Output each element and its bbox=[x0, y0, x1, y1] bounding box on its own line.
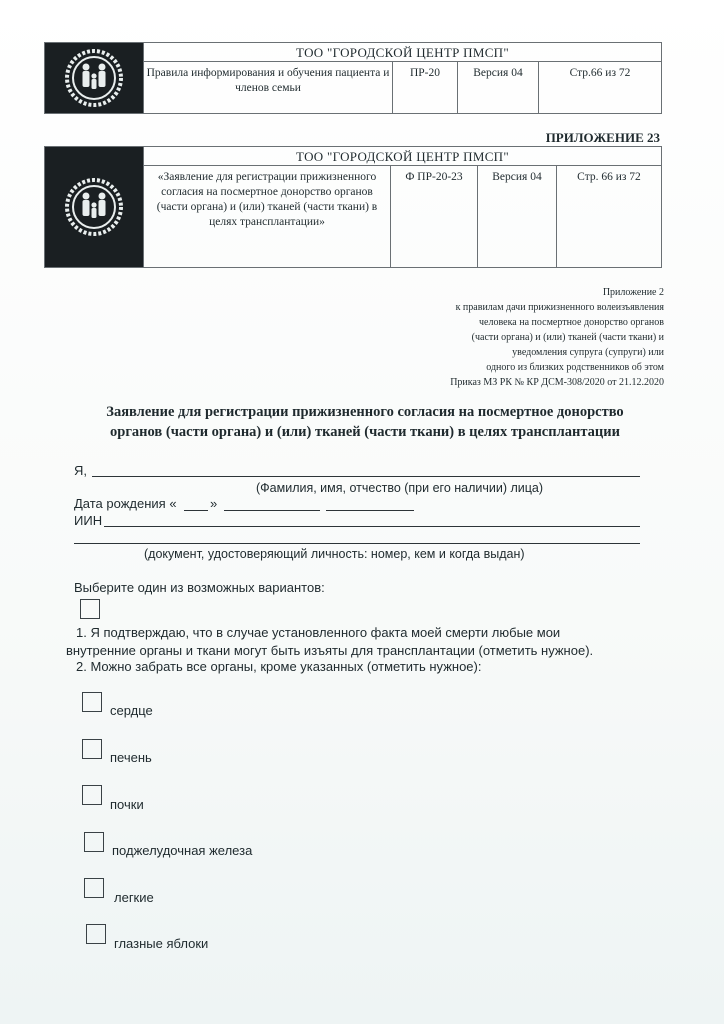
organ-checkbox-kidneys[interactable] bbox=[82, 785, 102, 805]
option-1-text bbox=[66, 624, 674, 660]
doc-caption: (документ, удостоверяющий личность: номер, кем и когда выдан) bbox=[144, 547, 525, 561]
organ-checkbox-eyeballs[interactable] bbox=[86, 924, 106, 944]
dob-month-line[interactable] bbox=[224, 510, 320, 511]
organ-checkbox-heart[interactable] bbox=[82, 692, 102, 712]
organ-label: почки bbox=[110, 797, 144, 812]
iin-field-line[interactable] bbox=[104, 526, 640, 527]
org-name: ТОО "ГОРОДСКОЙ ЦЕНТР ПМСП" bbox=[144, 43, 662, 62]
title-line: Заявление для регистрации прижизненного согласия на посмертное донорство bbox=[106, 404, 624, 420]
organ-checkbox-pancreas[interactable] bbox=[84, 832, 104, 852]
doc-page: Стр. 66 из 72 bbox=[557, 166, 662, 268]
organ-label: легкие bbox=[114, 890, 154, 905]
reference-block bbox=[364, 285, 664, 390]
option-2-text: 2. Можно забрать все органы, кроме указанных (отметить нужное): bbox=[76, 659, 482, 674]
doc-title: «Заявление для регистрации прижизненного согласия на посмертное донорство органов (части органа) и (или) тканей (части ткани) в целях трансплантации» bbox=[144, 166, 391, 268]
doc-title: Правила информирования и обучения пациента и членов семьи bbox=[144, 62, 393, 114]
organ-label: сердце bbox=[110, 703, 153, 718]
form-title bbox=[40, 402, 690, 442]
family-logo-icon bbox=[45, 147, 143, 267]
logo-cell bbox=[45, 43, 144, 114]
organ-checkbox-lungs[interactable] bbox=[84, 878, 104, 898]
dob-close: » bbox=[210, 496, 218, 511]
option-1-line: 1. Я подтверждаю, что в случае установленного факта моей смерти любые мои bbox=[76, 625, 561, 640]
id-document-line[interactable] bbox=[74, 543, 640, 544]
reference-line: Приказ МЗ РК № КР ДСМ-308/2020 от 21.12.2020 bbox=[450, 377, 664, 388]
logo-cell bbox=[45, 147, 144, 268]
option-1-line: внутренние органы и ткани могут быть изъяты для трансплантации (отметить нужное). bbox=[66, 643, 594, 658]
annex-label: ПРИЛОЖЕНИЕ 23 bbox=[545, 130, 660, 145]
doc-page: Стр.66 из 72 bbox=[539, 62, 662, 114]
family-logo-icon bbox=[45, 43, 143, 113]
header-table-1 bbox=[44, 42, 662, 114]
reference-line: человека на посмертное донорство органов bbox=[479, 317, 664, 328]
dob-year-line[interactable] bbox=[326, 510, 414, 511]
organ-checkbox-liver[interactable] bbox=[82, 739, 102, 759]
doc-code: Ф ПР-20-23 bbox=[391, 166, 478, 268]
dob-label: Дата рождения « bbox=[74, 496, 177, 511]
header-table-2 bbox=[44, 146, 662, 268]
name-field-line[interactable] bbox=[92, 476, 640, 477]
i-label: Я, bbox=[74, 463, 87, 478]
option-1-checkbox[interactable] bbox=[80, 599, 100, 619]
choose-instruction: Выберите один из возможных вариантов: bbox=[74, 580, 325, 595]
reference-line: к правилам дачи прижизненного волеизъявления bbox=[455, 302, 664, 313]
organ-label: печень bbox=[110, 750, 152, 765]
iin-label: ИИН bbox=[74, 513, 103, 528]
reference-line: уведомления супруга (супруги) или bbox=[512, 347, 664, 358]
org-name: ТОО "ГОРОДСКОЙ ЦЕНТР ПМСП" bbox=[144, 147, 662, 166]
doc-version: Версия 04 bbox=[458, 62, 539, 114]
name-caption: (Фамилия, имя, отчество (при его наличии) лица) bbox=[256, 481, 544, 495]
reference-line: Приложение 2 bbox=[602, 287, 664, 298]
doc-version: Версия 04 bbox=[478, 166, 557, 268]
organ-label: поджелудочная железа bbox=[112, 843, 253, 858]
reference-line: одного из близких родственников об этом bbox=[486, 362, 664, 373]
dob-day-line[interactable] bbox=[184, 510, 208, 511]
organ-label: глазные яблоки bbox=[114, 936, 209, 951]
reference-line: (части органа) и (или) тканей (части ткани) и bbox=[471, 332, 664, 343]
doc-code: ПР-20 bbox=[393, 62, 458, 114]
title-line: органов (части органа) и (или) тканей (части ткани) в целях трансплантации bbox=[110, 424, 620, 440]
